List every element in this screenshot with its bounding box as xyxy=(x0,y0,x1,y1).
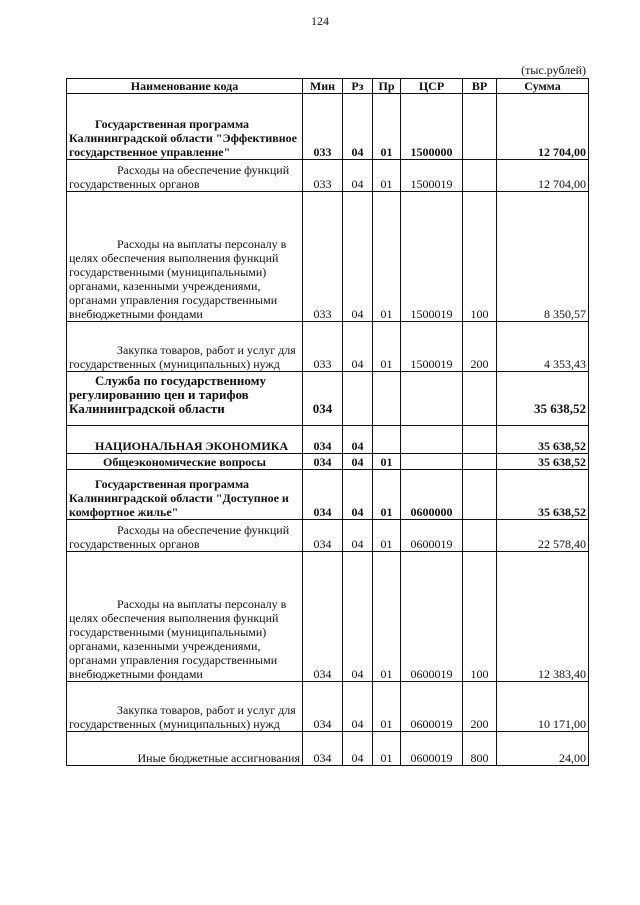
row-pr xyxy=(373,372,401,426)
header-rz: Рз xyxy=(343,79,373,94)
row-rz: 04 xyxy=(343,322,373,372)
table-row xyxy=(67,682,589,732)
table-row xyxy=(67,454,589,470)
row-pr: 01 xyxy=(373,552,401,682)
row-name: НАЦИОНАЛЬНАЯ ЭКОНОМИКА xyxy=(67,426,303,454)
row-pr: 01 xyxy=(373,192,401,322)
row-csr xyxy=(401,372,463,426)
row-name: Расходы на обеспечение функций государственных органов xyxy=(67,520,303,552)
row-min: 033 xyxy=(303,94,343,160)
row-min: 034 xyxy=(303,470,343,520)
row-sum: 35 638,52 xyxy=(497,372,589,426)
row-min: 034 xyxy=(303,426,343,454)
row-rz xyxy=(343,372,373,426)
row-name: Служба по государственному регулированию цен и тарифов Калининградской области xyxy=(67,372,303,426)
row-rz: 04 xyxy=(343,520,373,552)
row-vr: 200 xyxy=(463,322,497,372)
table-row xyxy=(67,426,589,454)
table-row xyxy=(67,322,589,372)
header-csr: ЦСР xyxy=(401,79,463,94)
row-csr: 1500000 xyxy=(401,94,463,160)
row-csr xyxy=(401,426,463,454)
row-name: Закупка товаров, работ и услуг для государственных (муниципальных) нужд xyxy=(67,322,303,372)
table-row xyxy=(67,520,589,552)
row-pr: 01 xyxy=(373,322,401,372)
row-sum: 22 578,40 xyxy=(497,520,589,552)
row-sum: 35 638,52 xyxy=(497,470,589,520)
table-header-row xyxy=(67,79,589,94)
row-csr: 1500019 xyxy=(401,160,463,192)
row-rz: 04 xyxy=(343,94,373,160)
table-row xyxy=(67,94,589,160)
row-vr xyxy=(463,372,497,426)
row-name: Иные бюджетные ассигнования xyxy=(67,732,303,766)
row-name: Расходы на выплаты персоналу в целях обеспечения выполнения функций государственными (муниципальными) органами, казенными учреждениями, органами управления государственными внебюджетными фондами xyxy=(67,192,303,322)
row-sum: 35 638,52 xyxy=(497,426,589,454)
header-vr: ВР xyxy=(463,79,497,94)
row-sum: 4 353,43 xyxy=(497,322,589,372)
row-rz: 04 xyxy=(343,454,373,470)
row-min: 033 xyxy=(303,160,343,192)
row-vr xyxy=(463,426,497,454)
page-number: 124 xyxy=(311,14,329,28)
row-pr: 01 xyxy=(373,470,401,520)
row-name: Закупка товаров, работ и услуг для государственных (муниципальных) нужд xyxy=(67,682,303,732)
row-csr: 0600000 xyxy=(401,470,463,520)
row-pr: 01 xyxy=(373,682,401,732)
row-vr: 100 xyxy=(463,192,497,322)
row-name: Расходы на обеспечение функций государственных органов xyxy=(67,160,303,192)
row-vr xyxy=(463,520,497,552)
row-min: 034 xyxy=(303,552,343,682)
units-label: (тыс.рублей) xyxy=(521,63,586,77)
row-rz: 04 xyxy=(343,732,373,766)
row-rz: 04 xyxy=(343,682,373,732)
row-pr: 01 xyxy=(373,454,401,470)
row-pr: 01 xyxy=(373,520,401,552)
row-csr: 1500019 xyxy=(401,192,463,322)
row-csr: 0600019 xyxy=(401,682,463,732)
row-csr: 1500019 xyxy=(401,322,463,372)
row-csr xyxy=(401,454,463,470)
row-pr xyxy=(373,426,401,454)
header-pr: Пр xyxy=(373,79,401,94)
row-min: 034 xyxy=(303,732,343,766)
row-rz: 04 xyxy=(343,426,373,454)
table-row xyxy=(67,372,589,426)
table-row xyxy=(67,732,589,766)
row-sum: 12 383,40 xyxy=(497,552,589,682)
row-min: 034 xyxy=(303,682,343,732)
row-pr: 01 xyxy=(373,94,401,160)
row-sum: 10 171,00 xyxy=(497,682,589,732)
row-sum: 12 704,00 xyxy=(497,160,589,192)
table-row xyxy=(67,160,589,192)
row-sum: 8 350,57 xyxy=(497,192,589,322)
row-min: 034 xyxy=(303,520,343,552)
row-sum: 12 704,00 xyxy=(497,94,589,160)
table-row xyxy=(67,192,589,322)
row-min: 033 xyxy=(303,192,343,322)
row-vr: 200 xyxy=(463,682,497,732)
row-name: Расходы на выплаты персоналу в целях обеспечения выполнения функций государственными (муниципальными) органами, казенными учреждениями, органами управления государственными внебюджетными фондами xyxy=(67,552,303,682)
row-min: 034 xyxy=(303,454,343,470)
row-csr: 0600019 xyxy=(401,520,463,552)
row-vr xyxy=(463,470,497,520)
row-csr: 0600019 xyxy=(401,552,463,682)
row-rz: 04 xyxy=(343,470,373,520)
header-sum: Сумма xyxy=(497,79,589,94)
row-rz: 04 xyxy=(343,160,373,192)
header-name: Наименование кода xyxy=(67,79,303,94)
row-name: Общеэкономические вопросы xyxy=(67,454,303,470)
row-vr: 800 xyxy=(463,732,497,766)
row-pr: 01 xyxy=(373,732,401,766)
row-name: Государственная программа Калининградской области "Доступное и комфортное жилье" xyxy=(67,470,303,520)
row-vr: 100 xyxy=(463,552,497,682)
header-min: Мин xyxy=(303,79,343,94)
row-sum: 35 638,52 xyxy=(497,454,589,470)
row-sum: 24,00 xyxy=(497,732,589,766)
row-name: Государственная программа Калининградской области "Эффективное государственное управление" xyxy=(67,94,303,160)
row-csr: 0600019 xyxy=(401,732,463,766)
row-min: 033 xyxy=(303,322,343,372)
row-vr xyxy=(463,454,497,470)
row-vr xyxy=(463,94,497,160)
row-rz: 04 xyxy=(343,552,373,682)
row-pr: 01 xyxy=(373,160,401,192)
table-row xyxy=(67,470,589,520)
budget-table xyxy=(66,78,589,766)
row-rz: 04 xyxy=(343,192,373,322)
row-min: 034 xyxy=(303,372,343,426)
row-vr xyxy=(463,160,497,192)
table-row xyxy=(67,552,589,682)
